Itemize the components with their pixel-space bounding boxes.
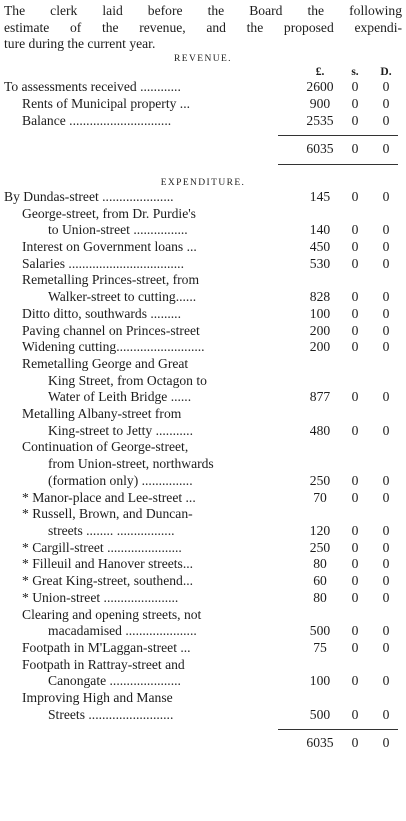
expenditure-row-shillings: 0 <box>351 589 359 605</box>
expenditure-row-shillings: 0 <box>351 255 359 271</box>
expenditure-row-label <box>4 239 300 256</box>
revenue-row-pence: 0 <box>382 112 390 128</box>
expenditure-row-pence: 0 <box>382 422 390 438</box>
expenditure-row-line: * Great King-street, southend... <box>22 573 194 589</box>
expenditure-row-line: Walker-street to cutting...... <box>48 289 197 305</box>
expenditure-row-line: Improving High and Manse <box>22 690 173 706</box>
expenditure-row-label <box>4 272 300 305</box>
expenditure-row-shillings: 0 <box>351 539 359 555</box>
expenditure-row-pounds: 877 <box>309 389 331 405</box>
expenditure-row-pence: 0 <box>382 305 390 321</box>
expenditure-row-line: Continuation of George-street, <box>22 439 189 455</box>
revenue-heading: REVENUE. <box>174 54 232 65</box>
revenue-row <box>4 113 402 130</box>
expenditure-row-shillings: 0 <box>351 623 359 639</box>
expenditure-row-label <box>4 607 300 640</box>
revenue-row-shillings: 0 <box>351 112 359 128</box>
expenditure-row-pence: 0 <box>382 673 390 689</box>
expenditure-row-pence: 0 <box>382 239 390 255</box>
expenditure-row-label <box>4 657 300 690</box>
expenditure-row <box>4 556 402 573</box>
expenditure-row-line: George-street, from Dr. Purdie's <box>22 205 196 221</box>
col-pence: D. <box>380 66 392 79</box>
revenue-total-pounds: 6035 <box>306 141 334 157</box>
expenditure-row-pounds: 80 <box>313 556 327 572</box>
expenditure-row-shillings: 0 <box>351 522 359 538</box>
revenue-row-pounds: 2535 <box>306 112 334 128</box>
expenditure-row-label <box>4 573 300 590</box>
expenditure-row-line: (formation only) ............... <box>48 472 193 488</box>
expenditure-row-shillings: 0 <box>351 673 359 689</box>
expenditure-row-shillings: 0 <box>351 188 359 204</box>
expenditure-row-shillings: 0 <box>351 422 359 438</box>
expenditure-row-line: Widening cutting.......................... <box>22 339 205 355</box>
expenditure-row-pence: 0 <box>382 589 390 605</box>
revenue-row-pence: 0 <box>382 95 390 111</box>
expenditure-row-line: Ditto ditto, southwards ......... <box>22 305 181 321</box>
expenditure-row <box>4 607 402 640</box>
expenditure-row-shillings: 0 <box>351 305 359 321</box>
expenditure-row-line: from Union-street, northwards <box>48 456 214 472</box>
intro-line-3: ture during the current year. <box>4 36 156 52</box>
expenditure-table <box>4 189 402 724</box>
expenditure-row-pence: 0 <box>382 255 390 271</box>
expenditure-row-pounds: 70 <box>313 489 327 505</box>
revenue-table <box>4 79 402 129</box>
expenditure-row-pounds: 480 <box>309 422 331 438</box>
expenditure-row <box>4 256 402 273</box>
expenditure-row-pence: 0 <box>382 472 390 488</box>
expenditure-row-label <box>4 490 300 507</box>
expenditure-row-pounds: 530 <box>309 255 331 271</box>
expenditure-row <box>4 339 402 356</box>
expenditure-row-line: * Filleuil and Hanover streets... <box>22 556 194 572</box>
revenue-row-label: Rents of Municipal property ... <box>22 95 191 111</box>
expenditure-row-shillings: 0 <box>351 489 359 505</box>
expenditure-row-pence: 0 <box>382 188 390 204</box>
expenditure-row-line: * Cargill-street ...................... <box>22 539 182 555</box>
expenditure-row-pence: 0 <box>382 222 390 238</box>
expenditure-row-shillings: 0 <box>351 239 359 255</box>
expenditure-row-pounds: 500 <box>309 623 331 639</box>
expenditure-row-label <box>4 640 300 657</box>
expenditure-row-line: Interest on Government loans ... <box>22 239 197 255</box>
expenditure-row <box>4 406 402 439</box>
revenue-total-rule <box>278 135 398 136</box>
expenditure-row-label <box>4 256 300 273</box>
revenue-total-pence: 0 <box>382 141 390 157</box>
expenditure-row-shillings: 0 <box>351 706 359 722</box>
column-headers <box>4 65 402 79</box>
expenditure-row-pence: 0 <box>382 623 390 639</box>
expenditure-row-pence: 0 <box>382 639 390 655</box>
revenue-total-row <box>4 141 402 158</box>
expenditure-row-line: Paving channel on Princes-street <box>22 322 200 338</box>
expenditure-row <box>4 690 402 723</box>
expenditure-total-pounds: 6035 <box>306 735 334 751</box>
expenditure-row-pounds: 828 <box>309 289 331 305</box>
expenditure-row <box>4 506 402 539</box>
expenditure-row-line: King Street, from Octagon to <box>48 372 207 388</box>
revenue-row <box>4 79 402 96</box>
expenditure-row-pence: 0 <box>382 289 390 305</box>
expenditure-row <box>4 189 402 206</box>
expenditure-row-shillings: 0 <box>351 639 359 655</box>
expenditure-row-pounds: 120 <box>309 522 331 538</box>
expenditure-row-line: Remetalling George and Great <box>22 355 189 371</box>
expenditure-row-pounds: 450 <box>309 239 331 255</box>
expenditure-row <box>4 272 402 305</box>
expenditure-total-shillings: 0 <box>351 735 359 751</box>
expenditure-row-label <box>4 590 300 607</box>
expenditure-total-pence: 0 <box>382 735 390 751</box>
expenditure-row-pence: 0 <box>382 389 390 405</box>
expenditure-row-pence: 0 <box>382 522 390 538</box>
expenditure-row <box>4 323 402 340</box>
expenditure-row-label <box>4 556 300 573</box>
expenditure-row <box>4 573 402 590</box>
expenditure-row-shillings: 0 <box>351 222 359 238</box>
expenditure-row-pounds: 80 <box>313 589 327 605</box>
expenditure-row-pounds: 60 <box>313 573 327 589</box>
expenditure-total-rule <box>278 729 398 730</box>
revenue-row-pounds: 2600 <box>306 79 334 95</box>
expenditure-row-pounds: 250 <box>309 472 331 488</box>
expenditure-row-shillings: 0 <box>351 339 359 355</box>
expenditure-row-line: * Russell, Brown, and Duncan- <box>22 506 193 522</box>
expenditure-row-pounds: 200 <box>309 339 331 355</box>
expenditure-row-pence: 0 <box>382 339 390 355</box>
expenditure-row <box>4 356 402 406</box>
expenditure-row-label <box>4 406 300 439</box>
revenue-row-pounds: 900 <box>309 95 331 111</box>
expenditure-row-shillings: 0 <box>351 289 359 305</box>
expenditure-row-line: Footpath in M'Laggan-street ... <box>22 639 191 655</box>
expenditure-row <box>4 439 402 489</box>
expenditure-row-pence: 0 <box>382 573 390 589</box>
expenditure-row-shillings: 0 <box>351 472 359 488</box>
expenditure-row-shillings: 0 <box>351 389 359 405</box>
expenditure-total-row <box>4 735 402 752</box>
expenditure-row-line: By Dundas-street ..................... <box>4 188 174 204</box>
expenditure-row-pence: 0 <box>382 489 390 505</box>
expenditure-row-label <box>4 323 300 340</box>
expenditure-row-pounds: 100 <box>309 673 331 689</box>
revenue-row <box>4 96 402 113</box>
expenditure-row-label <box>4 506 300 539</box>
expenditure-row-line: Remetalling Princes-street, from <box>22 272 200 288</box>
expenditure-row <box>4 590 402 607</box>
expenditure-row-line: Canongate ..................... <box>48 673 181 689</box>
expenditure-row <box>4 657 402 690</box>
expenditure-row-line: Salaries .................................. <box>22 255 184 271</box>
expenditure-row-pounds: 250 <box>309 539 331 555</box>
expenditure-row <box>4 239 402 256</box>
expenditure-row-line: streets ........ ................. <box>48 522 175 538</box>
expenditure-row-label <box>4 439 300 489</box>
revenue-row-label: To assessments received ............ <box>4 79 181 95</box>
expenditure-row-label <box>4 339 300 356</box>
expenditure-row-line: macadamised ..................... <box>48 623 197 639</box>
expenditure-row-label <box>4 306 300 323</box>
col-pounds: £. <box>315 66 325 79</box>
expenditure-row-shillings: 0 <box>351 573 359 589</box>
expenditure-row-line: to Union-street ................ <box>48 222 188 238</box>
expenditure-row-pounds: 200 <box>309 322 331 338</box>
expenditure-row-pence: 0 <box>382 322 390 338</box>
revenue-row-shillings: 0 <box>351 79 359 95</box>
expenditure-row-pounds: 145 <box>309 188 331 204</box>
expenditure-row <box>4 306 402 323</box>
expenditure-row-pounds: 500 <box>309 706 331 722</box>
expenditure-row-line: * Union-street ...................... <box>22 589 179 605</box>
expenditure-row-label <box>4 206 300 239</box>
expenditure-row <box>4 490 402 507</box>
expenditure-heading: EXPENDITURE. <box>160 177 246 188</box>
expenditure-row-pounds: 100 <box>309 305 331 321</box>
expenditure-row-shillings: 0 <box>351 322 359 338</box>
expenditure-row-line: * Manor-place and Lee-street ... <box>22 489 196 505</box>
expenditure-row-shillings: 0 <box>351 556 359 572</box>
revenue-row-pence: 0 <box>382 79 390 95</box>
revenue-total-shillings: 0 <box>351 141 359 157</box>
expenditure-row-line: Water of Leith Bridge ...... <box>48 389 192 405</box>
intro-line-2: estimate of the revenue, and the proposed expendi- <box>4 19 402 35</box>
expenditure-row-line: Clearing and opening streets, not <box>22 606 202 622</box>
expenditure-row-label <box>4 189 300 206</box>
expenditure-row <box>4 540 402 557</box>
expenditure-row-line: Footpath in Rattray-street and <box>22 656 185 672</box>
expenditure-row-label <box>4 690 300 723</box>
expenditure-row-line: Metalling Albany-street from <box>22 406 182 422</box>
expenditure-row-label <box>4 356 300 406</box>
expenditure-row <box>4 206 402 239</box>
expenditure-row-label <box>4 540 300 557</box>
expenditure-row-pence: 0 <box>382 706 390 722</box>
expenditure-row-line: King-street to Jetty ........... <box>48 422 193 438</box>
intro-line-1: The clerk laid before the Board the following <box>4 3 402 18</box>
expenditure-row-pounds: 75 <box>313 639 327 655</box>
expenditure-row-pence: 0 <box>382 556 390 572</box>
expenditure-row-pence: 0 <box>382 539 390 555</box>
expenditure-row-line: Streets ......................... <box>48 706 174 722</box>
revenue-row-label: Balance .............................. <box>22 112 172 128</box>
revenue-row-shillings: 0 <box>351 95 359 111</box>
expenditure-row <box>4 640 402 657</box>
expenditure-row-pounds: 140 <box>309 222 331 238</box>
col-shillings: s. <box>351 66 359 79</box>
